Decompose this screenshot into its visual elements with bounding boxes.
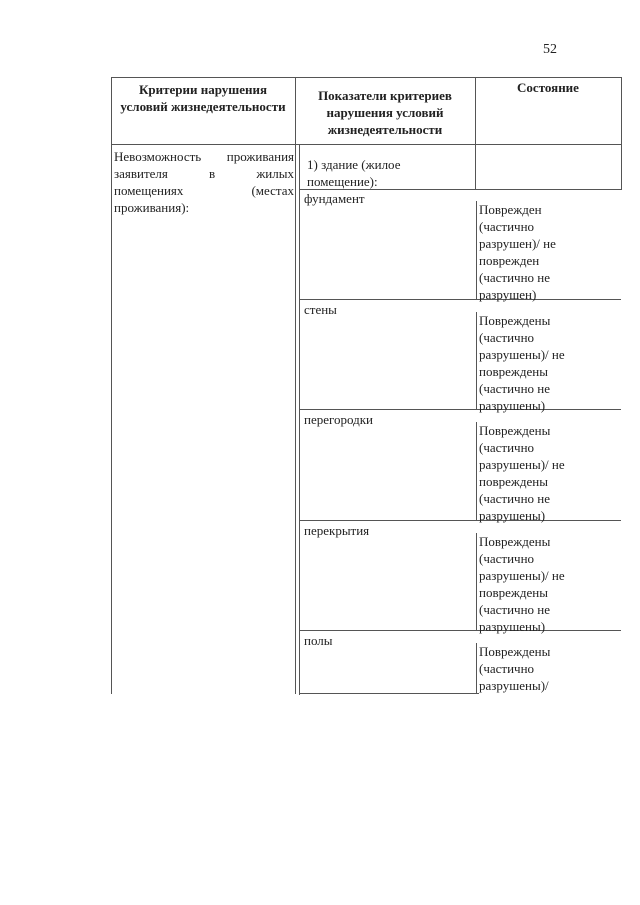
state-line: разрушены)/ не: [479, 568, 565, 583]
criterion-word: жилых: [256, 166, 294, 181]
building-line2: помещение):: [307, 174, 378, 189]
header-indicators-line2: нарушения условий: [326, 105, 444, 120]
indicator-name: стены: [304, 302, 337, 317]
state-col-border: [476, 312, 477, 409]
state-line: разрушен)/ не: [479, 236, 556, 251]
state-line: повреждены: [479, 585, 548, 600]
state-line: (частично: [479, 330, 535, 345]
criterion-word: (местах: [251, 183, 294, 198]
state-line: (частично: [479, 661, 535, 676]
indicator-state: [479, 533, 619, 635]
indicator-state: [479, 201, 619, 303]
table-right-border: [621, 77, 622, 145]
header-bottom-border: [111, 144, 622, 145]
state-line: разрушены)/: [479, 678, 549, 693]
indicator-name: перегородки: [304, 412, 374, 427]
state-line: (частично не: [479, 381, 551, 396]
criterion-text: [114, 148, 294, 216]
state-line: разрушен): [479, 287, 537, 302]
header-criteria-line2: условий жизнедеятельности: [120, 99, 286, 114]
state-line: разрушены): [479, 398, 546, 413]
criterion-word: проживания: [226, 149, 294, 164]
state-line: Повреждены: [479, 644, 551, 659]
state-line: Поврежден: [479, 202, 542, 217]
indicator-state: [479, 312, 619, 414]
table-bottom-border: [299, 693, 479, 694]
criteria-table: [111, 77, 640, 694]
header-criteria: [111, 81, 295, 115]
state-line: (частично: [479, 440, 535, 455]
building-row-right: [621, 145, 622, 190]
building-line1: 1) здание (жилое: [307, 157, 401, 172]
state-line: Повреждены: [479, 534, 551, 549]
header-state: [475, 79, 621, 96]
state-line: повреждены: [479, 474, 548, 489]
state-line: повреждены: [479, 364, 548, 379]
criterion-word: помещениях: [114, 183, 184, 198]
indicator-name: перекрытия: [304, 523, 370, 538]
state-line: Повреждены: [479, 423, 551, 438]
state-line: (частично: [479, 551, 535, 566]
header-state-label: Состояние: [517, 80, 579, 95]
state-line: Повреждены: [479, 313, 551, 328]
state-line: разрушены): [479, 619, 546, 634]
criterion-word: заявителя: [114, 166, 168, 181]
indicator-state: [479, 643, 619, 694]
indicator-state: [479, 422, 619, 524]
header-indicators: [295, 87, 475, 138]
state-line: поврежден: [479, 253, 540, 268]
table-left-border: [111, 77, 112, 694]
state-line: (частично не: [479, 602, 551, 617]
state-line: (частично не: [479, 491, 551, 506]
state-line: (частично не: [479, 270, 551, 285]
building-row-left: [299, 145, 300, 695]
header-indicators-line1: Показатели критериев: [318, 88, 452, 103]
state-line: разрушены)/ не: [479, 347, 565, 362]
state-col-border: [476, 422, 477, 520]
page-number: 52: [543, 42, 557, 57]
col1-divider: [295, 77, 296, 694]
state-col-border: [476, 643, 477, 694]
criterion-word: в: [209, 166, 216, 181]
state-line: разрушены)/ не: [479, 457, 565, 472]
building-text: [307, 156, 475, 190]
indicator-name: фундамент: [304, 191, 365, 206]
state-col-border: [476, 533, 477, 630]
state-line: разрушены): [479, 508, 546, 523]
state-col-border: [476, 201, 477, 299]
indicator-name: полы: [304, 633, 333, 648]
header-criteria-line1: Критерии нарушения: [138, 82, 268, 97]
criterion-word: Невозможность: [114, 149, 202, 164]
header-indicators-line3: жизнедеятельности: [327, 122, 443, 137]
criterion-line: проживания):: [114, 200, 190, 215]
state-line: (частично: [479, 219, 535, 234]
table-top-border: [111, 77, 621, 78]
